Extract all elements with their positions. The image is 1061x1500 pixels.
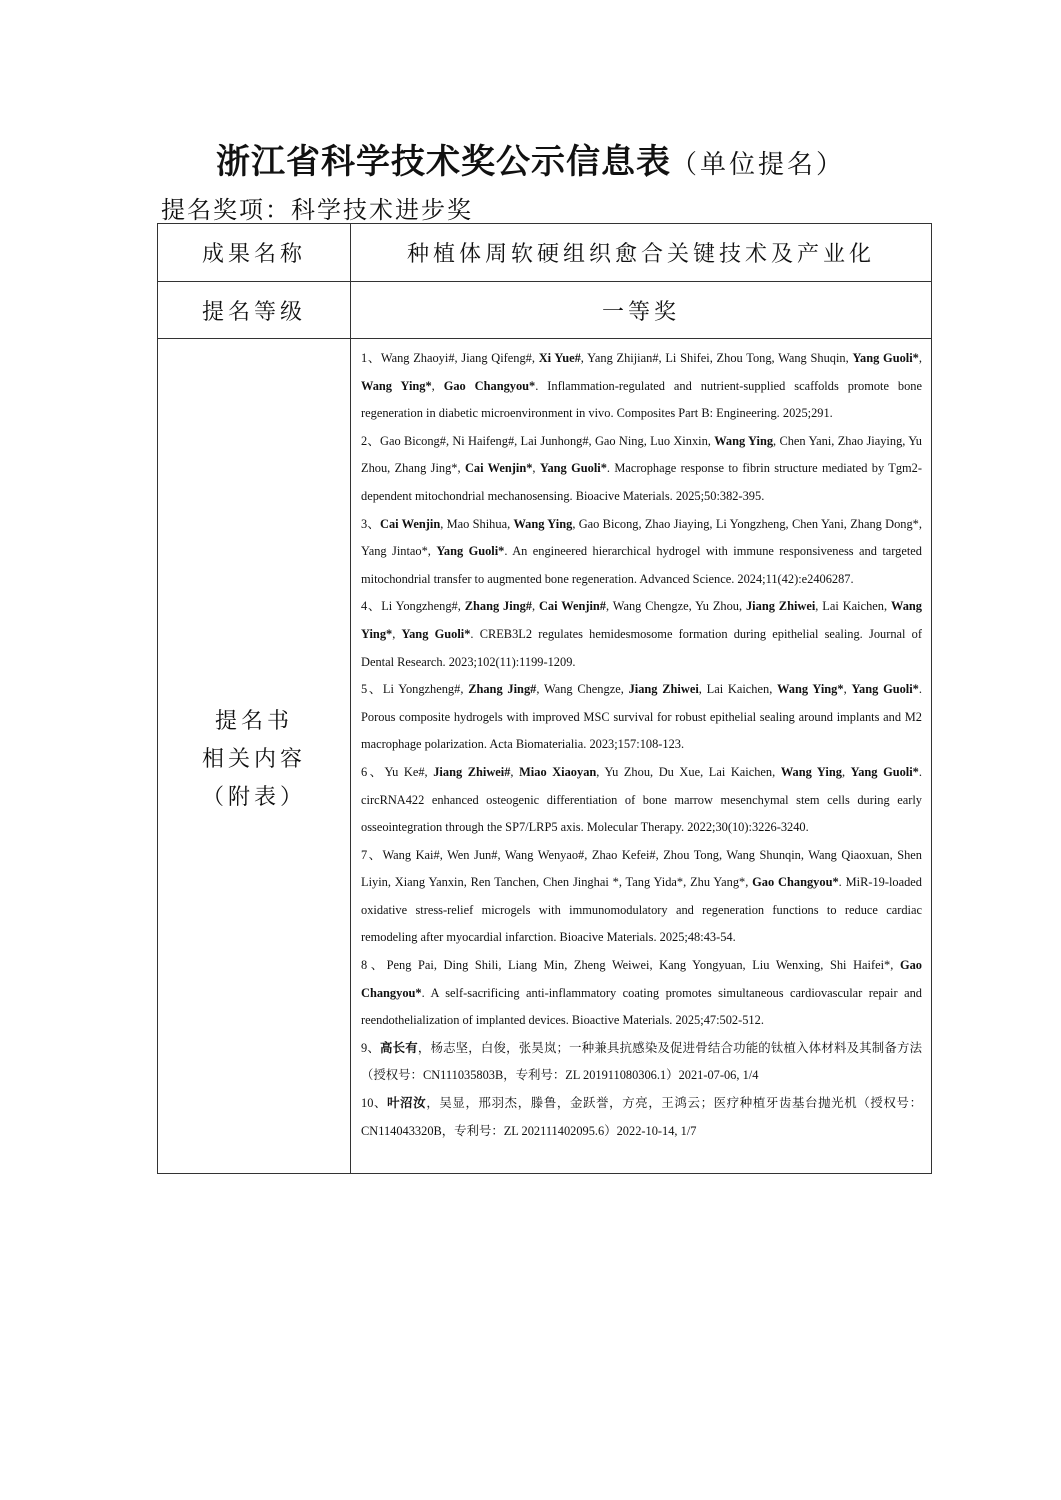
reference-text: , <box>918 351 922 365</box>
row-level <box>158 282 932 339</box>
info-table <box>157 223 932 1174</box>
reference-author-bold: Gao Changyou* <box>443 378 536 393</box>
reference-text: 9、 <box>361 1040 381 1055</box>
reference-text: , <box>510 764 520 779</box>
reference-text: , <box>843 682 852 697</box>
reference-text: ，吴显，邢羽杰，滕鲁，金跃誉，方亮，王鸿云；医疗种植牙齿基台抛光机（授权号：CN114043320B，专利号：ZL 202111402095.6）2022-10-14, 1/7 <box>361 1096 923 1138</box>
reference-author-bold: Xi Yue# <box>538 351 581 365</box>
reference-text: 6、Yu Ke#, <box>361 764 434 779</box>
reference-text: 3、 <box>361 516 380 531</box>
reference-author-bold: Yang Guoli* <box>852 351 919 365</box>
reference-text: . An engineered hierarchical hydrogel with immune responsiveness and targeted mitochondrial transfer to augmented bone regeneration. Advanced Science. 2024;11(42):e2406287. <box>361 544 923 586</box>
reference-text: 2、Gao Bicong#, Ni Haifeng#, Lai Junhong#, Gao Ning, Luo Xinxin, <box>361 433 715 448</box>
reference-text: . Macrophage response to fibrin structure mediated by Tgm2-dependent mitochondrial mechanosensing. Bioacive Materials. 2025;50:382-395. <box>361 461 922 503</box>
content-label-line: 提名书 <box>214 709 293 734</box>
reference-author-bold: Wang Ying <box>714 433 774 448</box>
reference-author-bold: Miao Xiaoyan <box>519 764 597 779</box>
result-name-value: 种植体周软硬组织愈合关键技术及产业化 <box>351 224 932 282</box>
reference-text: . Inflammation-regulated and nutrient-supplied scaffolds promote bone regeneration in diabetic microenvironment in vivo. Composites Part B: Engineering. 2025;291. <box>361 378 922 421</box>
reference-author-bold: Yang Guoli* <box>401 626 471 641</box>
reference-author-bold: Gao Changyou* <box>752 875 839 890</box>
reference-text: , Gao Bicong, Zhao Jiaying, Li Yongzheng, Chen Yani, Zhang Dong*, Yang Jintao*, <box>361 516 922 559</box>
reference-item <box>361 345 922 428</box>
reference-item <box>361 759 922 842</box>
reference-author-bold: Wang Ying <box>780 764 842 779</box>
reference-author-bold: Wang Ying* <box>361 599 922 641</box>
reference-author-bold: 叶沼汝 <box>387 1096 427 1111</box>
reference-text: 4、Li Yongzheng#, <box>361 599 465 614</box>
reference-text: . Porous composite hydrogels with improved MSC survival for robust epithelial sealing around implants and M2 macrophage polarization. Acta Biomaterialia. 2023;157:108-123. <box>361 682 922 752</box>
reference-author-bold: Wang Ying* <box>361 378 432 393</box>
result-name-label: 成果名称 <box>158 224 351 282</box>
level-value: 一等奖 <box>351 282 932 339</box>
reference-item <box>361 1090 922 1145</box>
reference-text: , <box>431 378 444 393</box>
reference-text: 10、 <box>361 1096 388 1111</box>
title-sub: （单位提名） <box>670 150 845 180</box>
content-label-line: （附表） <box>201 785 306 810</box>
reference-author-bold: Zhang Jing# <box>464 599 532 614</box>
reference-text: , <box>532 461 540 476</box>
reference-item <box>361 1035 922 1090</box>
document-title <box>0 134 1061 183</box>
reference-author-bold: Wang Ying <box>513 516 573 531</box>
reference-item <box>361 593 922 676</box>
reference-text: , Mao Shihua, <box>440 516 514 531</box>
reference-text: . A self-sacrificing anti-inflammatory coating promotes simultaneous cardiovascular repair and reendothelialization of implanted devices. Bioactive Materials. 2025;47:502-512. <box>361 985 922 1028</box>
reference-text: . MiR-19-loaded oxidative stress-relief microgels with immunomodulatory and regeneration functions to reduce cardiac remodeling after myocardial infarction. Bioacive Materials. 2025;48:43-54. <box>361 875 922 945</box>
reference-text: ，杨志坚，白俊，张昊岚；一种兼具抗感染及促进骨结合功能的钛植入体材料及其制备方法（授权号：CN111035803B，专利号：ZL 201911080306.1）2021-07-06, 1/4 <box>361 1040 923 1083</box>
row-content <box>158 339 932 1174</box>
reference-text: , Yang Zhijian#, Li Shifei, Zhou Tong, Wang Shuqin, <box>580 351 853 365</box>
reference-text: 7、Wang Kai#, Wen Jun#, Wang Wenyao#, Zhao Kefei#, Zhou Tong, Wang Shunqin, Wang Qiaoxuan, Shen Liyin, Xiang Yanxin, Ren Tanchen, Chen Jinghai *, Tang Yida*, Zhu Yang*, <box>361 847 922 890</box>
reference-author-bold: 高长有 <box>380 1040 418 1055</box>
reference-author-bold: Cai Wenjin* <box>464 461 533 476</box>
reference-author-bold: Cai Wenjin# <box>538 599 606 614</box>
reference-item <box>361 952 922 1035</box>
reference-author-bold: Zhang Jing# <box>468 682 537 697</box>
content-label-cell <box>158 339 351 1174</box>
award-type: 提名奖项：科学技术进步奖 <box>161 196 473 224</box>
reference-text: , Lai Kaichen, <box>698 682 778 697</box>
reference-author-bold: Jiang Zhiwei# <box>433 764 511 779</box>
reference-author-bold: Jiang Zhiwei <box>745 599 816 614</box>
reference-author-bold: Jiang Zhiwei <box>628 682 699 697</box>
reference-text: , Lai Kaichen, <box>815 599 891 614</box>
reference-text: 5、Li Yongzheng#, <box>361 682 469 697</box>
content-label-line: 相关内容 <box>201 747 306 772</box>
reference-text: , <box>531 599 539 614</box>
reference-text: , Wang Chengze, <box>536 682 629 697</box>
reference-item <box>361 676 922 759</box>
reference-text: 1、Wang Zhaoyi#, Jiang Qifeng#, <box>361 351 539 365</box>
reference-item <box>361 428 922 511</box>
reference-item <box>361 511 922 594</box>
reference-author-bold: Yang Guoli* <box>850 764 919 779</box>
title-main: 浙江省科学技术奖公示信息表 <box>215 142 671 182</box>
reference-text: . circRNA422 enhanced osteogenic differentiation of bone marrow mesenchymal stem cells during early osseointegration through the SP7/LRP5 axis. Molecular Therapy. 2022;30(10):3226-3240. <box>361 764 922 835</box>
reference-author-bold: Yang Guoli* <box>851 682 919 697</box>
reference-text: , Chen Yani, Zhao Jiaying, Yu Zhou, Zhang Jing*, <box>361 433 922 476</box>
row-result-name <box>158 224 932 282</box>
reference-author-bold: Cai Wenjin <box>380 516 441 531</box>
reference-text: , Yu Zhou, Du Xue, Lai Kaichen, <box>596 764 781 779</box>
reference-text: , <box>841 764 851 779</box>
reference-item <box>361 842 922 952</box>
reference-text: . CREB3L2 regulates hemidesmosome formation during epithelial sealing. Journal of Dental Research. 2023;102(11):1199-1209. <box>361 626 922 669</box>
reference-text: 8、Peng Pai, Ding Shili, Liang Min, Zheng Weiwei, Kang Yongyuan, Liu Wenxing, Shi Haifei*, <box>361 958 900 973</box>
reference-text: , Wang Chengze, Yu Zhou, <box>606 599 746 614</box>
reference-author-bold: Yang Guoli* <box>539 461 607 476</box>
level-label: 提名等级 <box>158 282 351 339</box>
reference-text: , <box>392 626 402 641</box>
reference-author-bold: Yang Guoli* <box>436 544 505 559</box>
reference-list <box>351 339 931 1151</box>
reference-author-bold: Gao Changyou* <box>361 958 922 1000</box>
reference-author-bold: Wang Ying* <box>777 682 844 697</box>
references-cell <box>351 339 932 1174</box>
